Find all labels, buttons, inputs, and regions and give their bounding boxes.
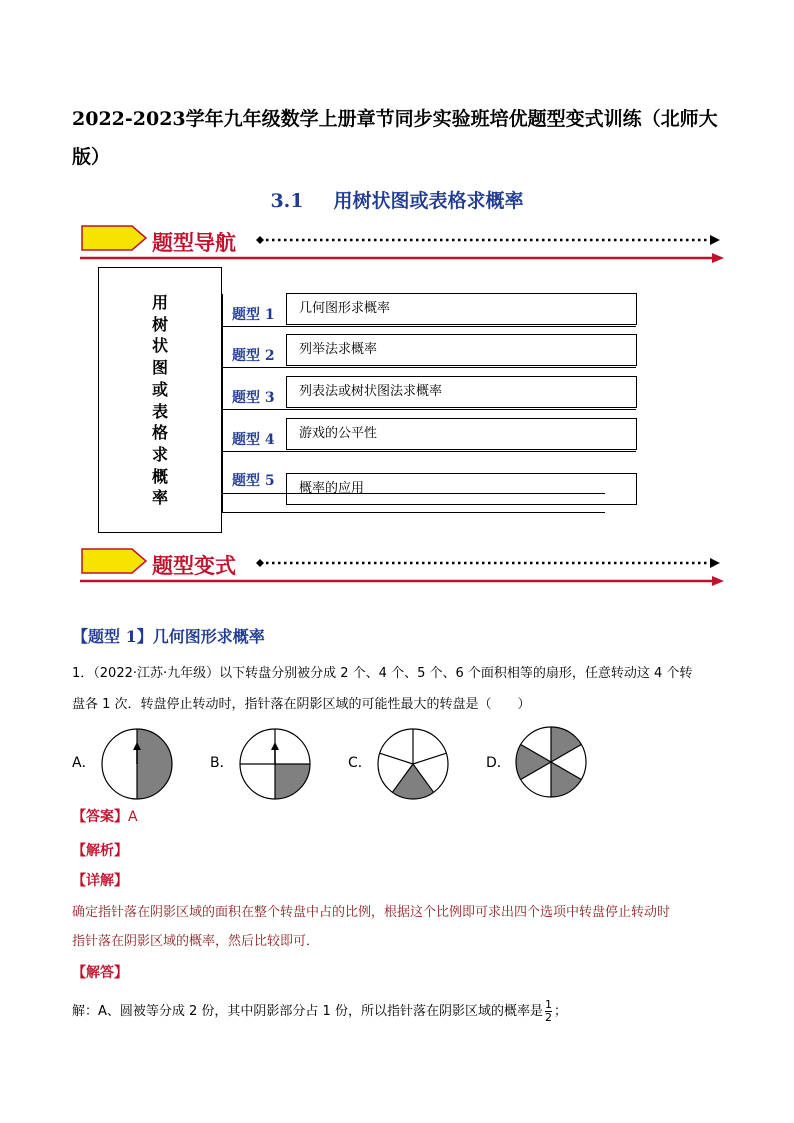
detail-text-line-2: 指针落在阴影区域的概率，然后比较即可．	[72, 934, 320, 949]
banner-variants	[80, 545, 730, 590]
answer-row	[72, 806, 138, 826]
spinner-b	[238, 727, 312, 801]
option-b-label: B．	[210, 755, 234, 771]
section-title	[0, 186, 794, 213]
answer-tag: 【答案】	[72, 809, 128, 825]
type-underline	[222, 451, 636, 452]
solution-end: ；	[553, 1004, 567, 1019]
shaded-sector	[516, 745, 551, 780]
type1-heading: 【题型 1】几何图形求概率	[72, 627, 265, 646]
banner-variants-label: 题型变式	[152, 553, 236, 578]
detail-text-line-1: 确定指针落在阴影区域的面积在整个转盘中占的比例，根据这个比例即可求出四个选项中转盘停止转动时	[72, 905, 671, 920]
type-box-1: 几何图形求概率	[286, 293, 637, 325]
diamond-icon	[256, 559, 264, 567]
option-a-label: A．	[72, 755, 96, 771]
document-title: 2022-2023学年九年级数学上册章节同步实验班培优题型变式训练（北师大版）	[72, 108, 718, 168]
solution-line	[72, 996, 732, 1027]
type-underline	[222, 367, 636, 368]
shaded-sector	[551, 727, 581, 762]
type-box-5: 概率的应用	[286, 473, 637, 505]
type-label-3: 题型 3	[232, 390, 275, 406]
fraction-numerator: 1	[544, 998, 552, 1011]
question-line-2: 盘各 1 次．转盘停止转动时，指针落在阴影区域的可能性最大的转盘是（ ）	[72, 697, 531, 712]
type-label-2: 题型 2	[232, 348, 275, 364]
question-source: （2022·江苏·九年级）	[93, 666, 220, 681]
option-c-label: C．	[348, 755, 372, 771]
analysis-tag: 【解析】	[72, 843, 128, 859]
type-underline	[222, 512, 605, 513]
question-line-1	[72, 658, 732, 689]
type-label-4: 题型 4	[232, 432, 275, 448]
solution-tag: 【解答】	[72, 965, 128, 981]
red-arrowhead-icon	[712, 253, 724, 263]
type-box-3: 列表法或树状图法求概率	[286, 376, 637, 408]
shaded-sector	[392, 764, 433, 799]
shaded-sector	[551, 762, 581, 797]
type-box-2: 列举法求概率	[286, 334, 637, 366]
banner-nav-arrow-icon	[82, 226, 146, 250]
detail-tag: 【详解】	[72, 873, 128, 889]
section-number: 3.1	[270, 190, 304, 212]
banner-nav-label: 题型导航	[152, 230, 236, 255]
type-underline	[222, 326, 636, 327]
banner-nav	[80, 222, 730, 267]
red-arrowhead-icon	[712, 576, 724, 586]
banner-variants-arrow-icon	[82, 549, 146, 573]
type-label-1: 题型 1	[232, 307, 275, 323]
type-label-5: 题型 5	[232, 473, 275, 489]
solution-text: 解：A、圆被等分成 2 份，其中阴影部分占 1 份，所以指针落在阴影区域的概率是	[72, 1004, 543, 1019]
spinner-a	[100, 727, 174, 801]
outline-root-box	[98, 267, 222, 533]
question-text-1: 以下转盘分别被分成 2 个、4 个、5 个、6 个面积相等的扇形，任意转动这 4 个转	[219, 666, 693, 681]
spinner-c	[376, 727, 450, 801]
arrowhead-icon	[710, 558, 720, 568]
fraction	[545, 999, 552, 1024]
type-underline	[222, 409, 636, 410]
fraction-denominator: 2	[544, 1011, 552, 1024]
outline-root-label: 用 树 状 图 或 表 格 求 概 率	[151, 293, 168, 508]
section-name: 用树状图或表格求概率	[333, 190, 524, 212]
option-d-label: D．	[486, 755, 511, 771]
type-box-4: 游戏的公平性	[286, 418, 637, 450]
answer-value: A	[128, 809, 138, 825]
spinner-d	[514, 725, 588, 799]
arrowhead-icon	[710, 235, 720, 245]
pointer-arrow-icon	[271, 742, 279, 750]
diamond-icon	[256, 236, 264, 244]
question-number: 1．	[72, 666, 94, 681]
shaded-sector	[137, 729, 172, 799]
